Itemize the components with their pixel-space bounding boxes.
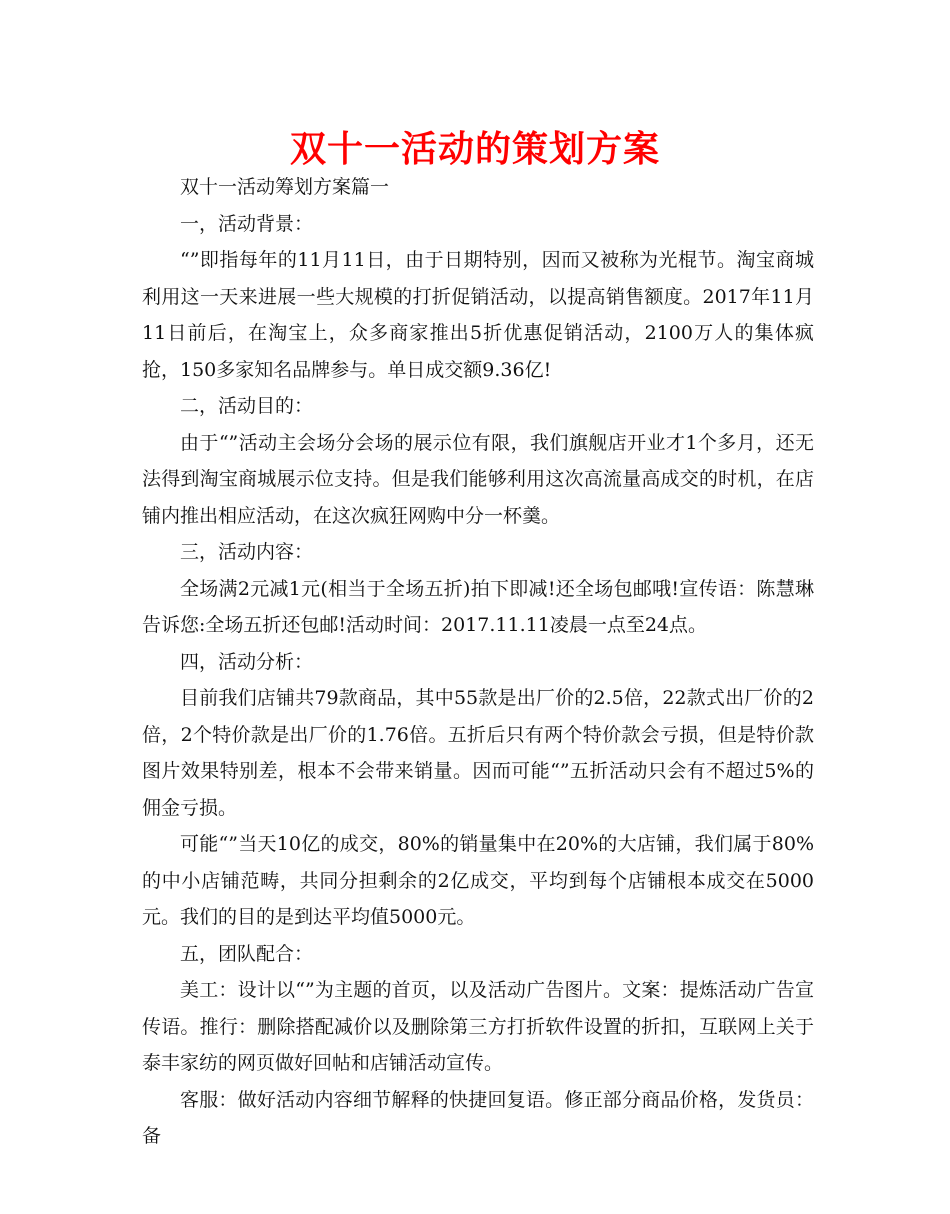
- subtitle-paragraph: 双十一活动筹划方案篇一: [180, 176, 390, 198]
- document-body: [142, 169, 814, 1155]
- section-heading-background: 一，活动背景：: [180, 212, 314, 235]
- section-heading-analysis: 四，活动分析：: [180, 650, 314, 673]
- paragraph-purpose: 由于“”活动主会场分会场的展示位有限，我们旗舰店开业才1个多月，还无法得到淘宝商城展示位支持。但是我们能够利用这次高流量高成交的时机，在店铺内推出相应活动，在这次疯狂网购中分一杯羹。: [142, 431, 814, 527]
- section-heading-purpose: 二，活动目的：: [180, 395, 314, 417]
- paragraph-team-2: 客服：做好活动内容细节解释的快捷回复语。修正部分商品价格，发货员：备: [142, 1088, 814, 1147]
- section-heading-content: 三，活动内容：: [180, 541, 314, 563]
- paragraph-analysis-2: 可能“”当天10亿的成交，80%的销量集中在20%的大店铺，我们属于80%的中小店铺范畴，共同分担剩余的2亿成交，平均到每个店铺根本成交在5000元。我们的目的是到达平均值5000元。: [142, 833, 814, 928]
- paragraph-background: “”即指每年的11月11日，由于日期特别，因而又被称为光棍节。淘宝商城利用这一天来进展一些大规模的打折促销活动，以提高销售额度。2017年11月11日前后，在淘宝上，众多商家推出5折优惠促销活动，2100万人的集体疯抢，150多家知名品牌参与。单日成交额9.36亿!: [142, 249, 814, 381]
- document-title: 双十一活动的策划方案: [289, 129, 660, 170]
- paragraph-analysis-1: 目前我们店铺共79款商品，其中55款是出厂价的2.5倍，22款式出厂价的2倍，2个特价款是出厂价的1.76倍。五折后只有两个特价款会亏损，但是特价款图片效果特别差，根本不会带来销量。因而可能“”五折活动只会有不超过5%的佣金亏损。: [142, 687, 814, 819]
- section-heading-team: 五，团队配合：: [180, 942, 314, 965]
- paragraph-content: 全场满2元减1元(相当于全场五折)拍下即减!还全场包邮哦!宣传语：陈慧琳告诉您:全场五折还包邮!活动时间：2017.11.11凌晨一点至24点。: [142, 577, 814, 636]
- paragraph-team-1: 美工：设计以“”为主题的首页，以及活动广告图片。文案：提炼活动广告宣传语。推行：删除搭配减价以及删除第三方打折软件设置的折扣，互联网上关于泰丰家纺的网页做好回帖和店铺活动宣传。: [142, 979, 814, 1074]
